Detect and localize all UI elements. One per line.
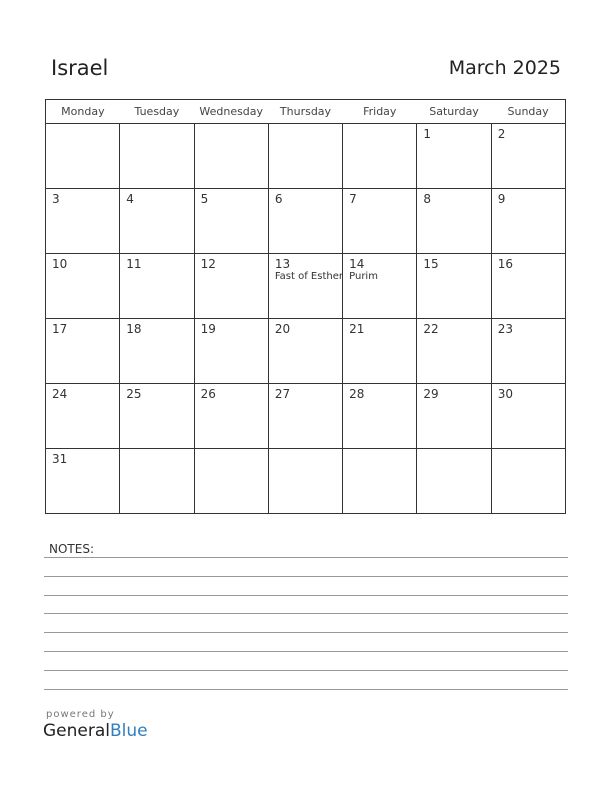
- day-number: 19: [200, 322, 216, 336]
- day-number: 18: [126, 322, 142, 336]
- notes-line: [44, 557, 568, 558]
- weekday-header: Sunday: [491, 100, 565, 124]
- day-cell: [343, 449, 417, 514]
- day-number: 1: [423, 127, 432, 141]
- notes-line: [44, 689, 568, 690]
- day-cell: [343, 189, 417, 254]
- day-cell: [194, 124, 268, 189]
- day-cell: [268, 449, 342, 514]
- weekday-header: Monday: [46, 100, 120, 124]
- day-cell: [120, 319, 194, 384]
- powered-by-text: powered by: [46, 709, 115, 720]
- day-number: 13: [274, 257, 291, 271]
- day-number: 11: [126, 257, 142, 271]
- day-cell: [46, 124, 120, 189]
- calendar-grid: [45, 99, 566, 514]
- day-number: 14: [349, 257, 365, 271]
- day-cell: [268, 189, 342, 254]
- day-number: 27: [274, 387, 291, 401]
- day-cell: [417, 319, 491, 384]
- country-title: Israel: [51, 56, 109, 80]
- day-cell: [491, 124, 565, 189]
- day-number: 26: [200, 387, 216, 401]
- weekday-header: Saturday: [417, 100, 491, 124]
- day-number: 5: [200, 192, 209, 206]
- brand-name-general: General: [43, 721, 110, 741]
- notes-line: [44, 595, 568, 596]
- day-number: 22: [423, 322, 439, 336]
- day-cell: [194, 384, 268, 449]
- day-cell: [120, 449, 194, 514]
- weekday-header: Thursday: [268, 100, 342, 124]
- day-cell: [417, 384, 491, 449]
- day-cell: [417, 189, 491, 254]
- day-number: 8: [423, 192, 432, 206]
- day-cell: [491, 189, 565, 254]
- week-row: [46, 124, 566, 189]
- weekday-header: Wednesday: [194, 100, 268, 124]
- day-cell: [268, 124, 342, 189]
- week-row: [46, 384, 566, 449]
- day-number: 30: [497, 387, 513, 401]
- day-number: 20: [274, 322, 291, 336]
- day-cell: [120, 384, 194, 449]
- day-number: 21: [349, 322, 365, 336]
- month-title: March 2025: [448, 57, 561, 79]
- day-cell: [46, 449, 120, 514]
- day-cell: [194, 254, 268, 319]
- day-cell: [268, 319, 342, 384]
- day-cell: [268, 254, 342, 319]
- day-cell: [491, 449, 565, 514]
- day-number: 3: [52, 192, 60, 206]
- week-row: [46, 449, 566, 514]
- day-cell: [343, 319, 417, 384]
- day-number: 7: [349, 192, 357, 206]
- day-cell: [417, 124, 491, 189]
- day-cell: [46, 384, 120, 449]
- day-number: 2: [497, 127, 506, 141]
- day-cell: [194, 449, 268, 514]
- day-cell: [417, 449, 491, 514]
- day-number: 28: [349, 387, 365, 401]
- day-number: 12: [200, 257, 216, 271]
- weekday-header: Tuesday: [120, 100, 194, 124]
- weekday-header-row: [46, 100, 566, 124]
- notes-line: [44, 632, 568, 633]
- week-row: [46, 189, 566, 254]
- day-number: 10: [52, 257, 68, 271]
- day-cell: [343, 254, 417, 319]
- day-cell: [46, 189, 120, 254]
- day-number: 31: [52, 452, 68, 466]
- day-cell: [491, 319, 565, 384]
- day-cell: [343, 384, 417, 449]
- day-cell: [194, 189, 268, 254]
- day-cell: [417, 254, 491, 319]
- day-cell: [120, 189, 194, 254]
- weekday-header: Friday: [343, 100, 417, 124]
- week-row: [46, 319, 566, 384]
- notes-line: [44, 613, 568, 614]
- day-cell: [46, 319, 120, 384]
- day-number: 29: [423, 387, 439, 401]
- notes-line: [44, 576, 568, 577]
- notes-line: [44, 670, 568, 671]
- day-cell: [46, 254, 120, 319]
- day-cell: [194, 319, 268, 384]
- day-cell: [343, 124, 417, 189]
- week-row: [46, 254, 566, 319]
- day-number: 23: [497, 322, 513, 336]
- day-cell: [120, 254, 194, 319]
- day-event: Fast of Esther: [274, 271, 343, 282]
- brand-logo: [43, 721, 148, 741]
- day-number: 24: [52, 387, 68, 401]
- day-number: 4: [126, 192, 134, 206]
- brand-name-blue: Blue: [110, 721, 148, 741]
- day-number: 9: [497, 192, 506, 206]
- day-cell: [491, 384, 565, 449]
- day-number: 25: [126, 387, 142, 401]
- day-number: 15: [423, 257, 439, 271]
- day-number: 17: [52, 322, 68, 336]
- day-cell: [491, 254, 565, 319]
- day-event: Purim: [349, 271, 378, 282]
- day-cell: [120, 124, 194, 189]
- notes-line: [44, 651, 568, 652]
- day-cell: [268, 384, 342, 449]
- day-number: 16: [497, 257, 513, 271]
- notes-label: NOTES:: [49, 542, 94, 556]
- day-number: 6: [274, 192, 283, 206]
